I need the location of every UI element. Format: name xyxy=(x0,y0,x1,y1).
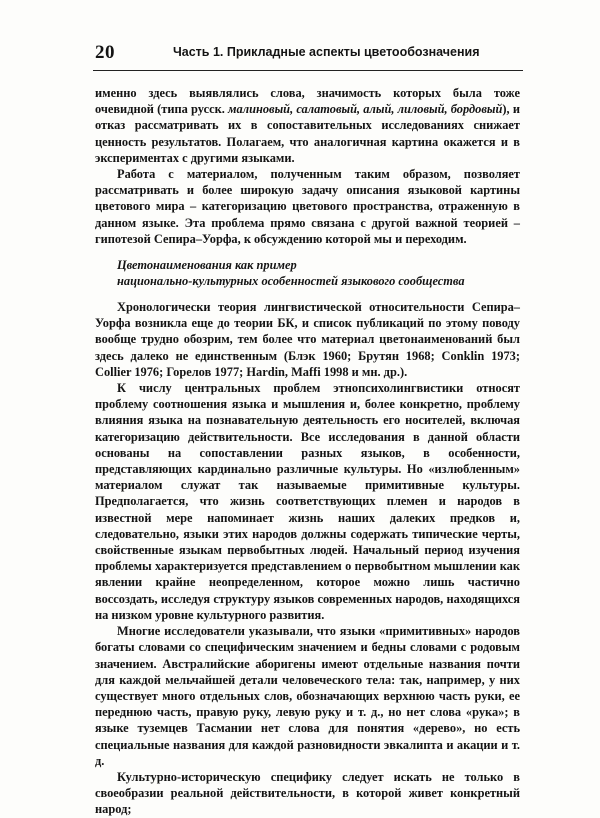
section-heading-line-1: Цветонаименования как пример xyxy=(117,258,297,273)
section-heading xyxy=(117,257,520,289)
running-title: Часть 1. Прикладные аспекты цветообозначения xyxy=(173,45,480,59)
paragraph-2: Работа с материалом, полученным таким образом, позволяет рассматривать и более широкую задачу описания языковой картины цветового мира – категоризацию цветового пространства, отраженную в данном языке. Эта проблема прямо связана с другой важной теорией – гипотезой Сепира–Уорфа, к обсуждению которой мы и переходим. xyxy=(95,167,520,246)
paragraph-4: К числу центральных проблем этнопсихолингвистики относят проблему соотношения языка и мышления и, более конкретно, проблему влияния языка на познавательную деятельность его носителей, включая категоризацию действительности. Все исследования в данной области основаны на сопоставлении разных языков, в особенности, представляющих кардинально различные культуры. Но «излюбленным» материалом служат так называемые примитивные культуры. Предполагается, что жизнь соответствующих племен и народов в известной мере напоминает жизнь наших далеких предков и, следовательно, языки этих народов должны содержать типические черты, свойственные языкам первобытных людей. Начальный период изучения проблемы характеризуется представлением о первобытном мышлении как явлении крайне неопределенном, которое можно лишь частично воссоздать, исследуя структуру языков современных народов, находящихся на низком уровне культурного развития. xyxy=(95,381,520,622)
section-heading-line-2: национально-культурных особенностей языкового сообщества xyxy=(117,274,465,289)
paragraph-1: именно здесь выявлялись слова, значимость которых была тоже очевидной (типа русск. малиновый, салатовый, алый, лиловый, бордовый), и отказ рассматривать их в сопоставительных исследованиях снижает ценность результатов. Полагаем, что аналогичная картина окажется и в экспериментах с другими языками. xyxy=(95,86,520,165)
paragraph-3: Хронологически теория лингвистической относительности Сепира–Уорфа возникла еще до теории БК, и список публикаций по этому поводу вообще трудно обозрим, тем более что материал цветонаименований был здесь далеко не единственным (Блэк 1960; Брутян 1968; Conklin 1973; Collier 1976; Горелов 1977; Hardin, Maffi 1998 и мн. др.). xyxy=(95,300,520,379)
body-text xyxy=(95,85,520,818)
running-header xyxy=(93,40,523,68)
paragraph-5: Многие исследователи указывали, что языки «примитивных» народов богаты словами со специфическим значением и бедны словами с родовым значением. Австралийские аборигены имеют отдельные названия почти для каждой мельчайшей детали человеческого тела: так, например, у них существует много отдельных слов, обозначающих верхнюю часть руки, ее переднюю часть, правую руку, левую руку и т. д., но нет слова «рука»; в языке туземцев Тасмании нет слова для понятия «дерево», но есть специальные названия для каждой разновидности эвкалипта и акации и т. д. xyxy=(95,624,520,768)
page-number: 20 xyxy=(95,42,115,63)
italic-color-words: малиновый, салатовый, алый, лиловый, бордовый xyxy=(228,102,503,117)
header-rule xyxy=(93,70,523,71)
paragraph-6: Культурно-историческую специфику следует искать не только в своеобразии реальной действительности, в которой живет конкретный народ; xyxy=(95,769,520,817)
